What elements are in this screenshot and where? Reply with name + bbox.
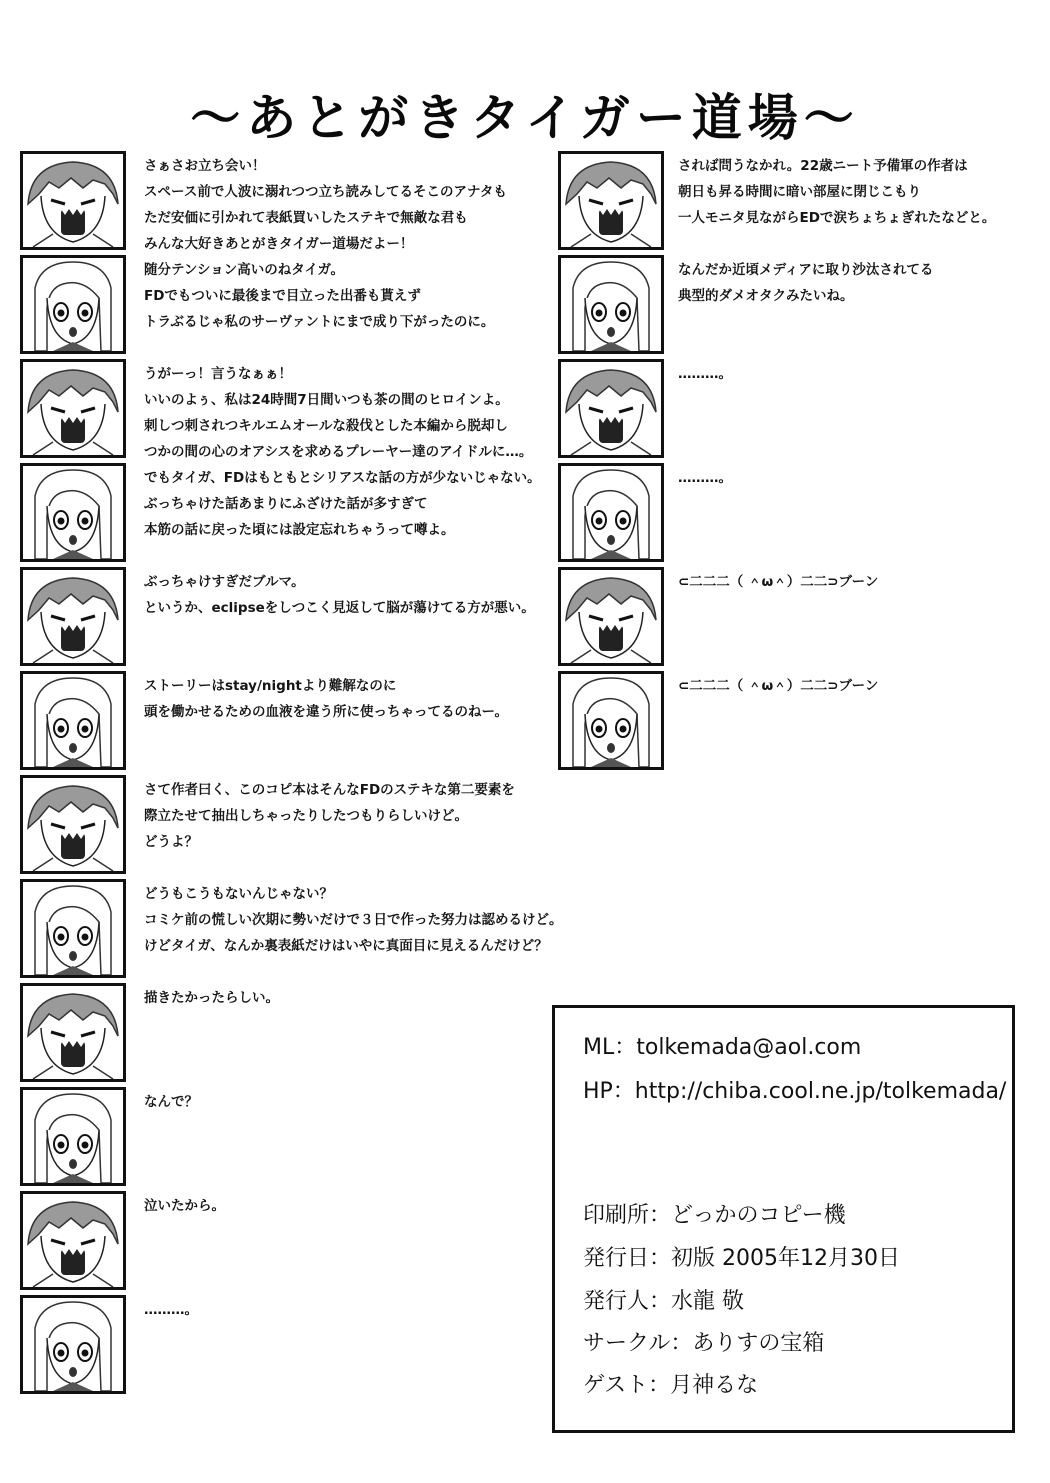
- dialogue-line: されば問うなかれ。22歳ニート予備軍の作者は: [678, 158, 968, 174]
- dialogue-line: ストーリーはstay/nightより難解なのに: [144, 678, 397, 694]
- colophon-email: ML：tolkemada@aol.com: [583, 1035, 862, 1060]
- dialogue-line: 朝日も昇る時間に暗い部屋に閉じこもり: [678, 184, 921, 200]
- dialogue-line: ぶっちゃけた話あまりにふざけた話が多すぎて: [144, 496, 428, 512]
- ilya-portrait: [20, 879, 126, 978]
- dialogue-line: なんだか近頃メディアに取り沙汰されてる: [678, 262, 934, 278]
- dialogue-line: 泣いたから。: [144, 1198, 225, 1214]
- ilya-portrait: [20, 255, 126, 354]
- dialogue-line: 一人モニタ見ながらEDで涙ちょちょぎれたなどと。: [678, 210, 996, 226]
- dialogue-row: [20, 775, 560, 877]
- dialogue-line: どうもこうもないんじゃない？: [144, 886, 333, 902]
- dialogue-line: ………。: [144, 1302, 198, 1318]
- dialogue-row: [20, 1191, 560, 1293]
- dialogue-text: [144, 985, 560, 1011]
- dialogue-text: [144, 673, 560, 725]
- dialogue-row: [558, 151, 1028, 253]
- dialogue-text: [678, 257, 1028, 309]
- dialogue-row: [558, 359, 1028, 461]
- dialogue-row: [20, 255, 560, 357]
- dialogue-line: FDでもついに最後まで目立った出番も貰えず: [144, 288, 421, 304]
- dialogue-text: [144, 153, 560, 257]
- dialogue-line: ………。: [678, 366, 732, 382]
- ilya-portrait: [20, 463, 126, 562]
- colophon-printer: 印刷所：どっかのコピー機: [583, 1203, 846, 1228]
- taiga-portrait: [558, 359, 664, 458]
- dialogue-line: さぁさお立ち会い！: [144, 158, 266, 174]
- dialogue-column-left: [20, 151, 563, 1399]
- dialogue-row: [20, 463, 560, 565]
- dialogue-line: ⊂二二二（ ＾ω＾）二二⊃ブーン: [678, 678, 879, 694]
- colophon-date: 発行日：初版 2005年12月30日: [583, 1246, 900, 1271]
- dialogue-line: ただ安価に引かれて表紙買いしたステキで無敵な君も: [144, 210, 468, 226]
- ilya-portrait: [558, 671, 664, 770]
- dialogue-line: どうよ？: [144, 834, 198, 850]
- dialogue-text: [144, 881, 563, 959]
- dialogue-line: けどタイガ、なんか裏表紙だけはいやに真面目に見えるんだけど？: [144, 938, 548, 954]
- dialogue-text: [144, 1297, 560, 1323]
- taiga-portrait: [20, 775, 126, 874]
- page-title: 〜あとがきタイガー道場〜: [190, 88, 860, 147]
- dialogue-line: さて作者曰く、このコピ本はそんなFDのステキな第二要素を: [144, 782, 515, 798]
- taiga-portrait: [20, 1191, 126, 1290]
- taiga-portrait: [20, 567, 126, 666]
- colophon-circle: サークル：ありすの宝箱: [583, 1331, 825, 1356]
- dialogue-text: [144, 257, 560, 335]
- dialogue-line: でもタイガ、FDはもともとシリアスな話の方が少ないじゃない。: [144, 470, 541, 486]
- ilya-portrait: [20, 1087, 126, 1186]
- dialogue-line: うがーっ！言うなぁぁ！: [144, 366, 292, 382]
- dialogue-row: [20, 983, 560, 1085]
- dialogue-line: 刺しつ刺されつキルエムオールな殺伐とした本編から脱却し: [144, 418, 508, 434]
- taiga-portrait: [558, 151, 664, 250]
- dialogue-row: [558, 567, 1028, 669]
- dialogue-row: [20, 151, 560, 253]
- taiga-portrait: [20, 359, 126, 458]
- dialogue-text: [678, 153, 1028, 231]
- dialogue-row: [20, 671, 560, 773]
- dialogue-line: ………。: [678, 470, 732, 486]
- dialogue-line: 典型的ダメオタクみたいね。: [678, 288, 854, 304]
- dialogue-text: [144, 1193, 560, 1219]
- dialogue-text: [678, 673, 1028, 699]
- dialogue-row: [558, 671, 1028, 773]
- ilya-portrait: [558, 255, 664, 354]
- ilya-portrait: [20, 671, 126, 770]
- dialogue-text: [678, 569, 1028, 595]
- dialogue-line: 随分テンション高いのねタイガ。: [144, 262, 345, 278]
- dialogue-line: みんな大好きあとがきタイガー道場だよー！: [144, 236, 414, 252]
- dialogue-line: ぶっちゃけすぎだブルマ。: [144, 574, 305, 590]
- taiga-portrait: [20, 983, 126, 1082]
- colophon-publisher: 発行人：水龍 敬: [583, 1289, 744, 1314]
- dialogue-text: [678, 361, 1028, 387]
- taiga-portrait: [20, 151, 126, 250]
- dialogue-line: なんで？: [144, 1094, 198, 1110]
- dialogue-column-right: [558, 151, 1028, 775]
- dialogue-line: スペース前で人波に溺れつつ立ち読みしてるそこのアナタも: [144, 184, 507, 200]
- dialogue-line: ⊂二二二（ ＾ω＾）二二⊃ブーン: [678, 574, 879, 590]
- taiga-portrait: [558, 567, 664, 666]
- dialogue-row: [20, 359, 560, 461]
- dialogue-row: [558, 255, 1028, 357]
- dialogue-text: [144, 569, 560, 621]
- colophon-homepage: HP：http://chiba.cool.ne.jp/tolkemada/: [583, 1079, 1007, 1104]
- dialogue-text: [144, 465, 560, 543]
- dialogue-line: コミケ前の慌しい次期に勢いだけで３日で作った努力は認めるけど。: [144, 912, 563, 928]
- dialogue-row: [20, 879, 563, 981]
- dialogue-row: [20, 1295, 560, 1397]
- dialogue-line: トラぶるじゃ私のサーヴァントにまで成り下がったのに。: [144, 314, 495, 330]
- dialogue-text: [144, 1089, 560, 1115]
- dialogue-line: いいのよぅ、私は24時間7日間いつも茶の間のヒロインよ。: [144, 392, 509, 408]
- dialogue-line: というか、eclipseをしつこく見返して脳が蕩けてる方が悪い。: [144, 600, 535, 616]
- dialogue-row: [558, 463, 1028, 565]
- colophon-guest: ゲスト：月神るな: [583, 1373, 759, 1398]
- dialogue-line: 際立たせて抽出しちゃったりしたつもりらしいけど。: [144, 808, 468, 824]
- dialogue-line: 頭を働かせるための血液を違う所に使っちゃってるのねー。: [144, 704, 508, 720]
- dialogue-row: [20, 1087, 560, 1189]
- dialogue-text: [678, 465, 1028, 491]
- ilya-portrait: [558, 463, 664, 562]
- dialogue-line: 本筋の話に戻った頃には設定忘れちゃうって噂よ。: [144, 522, 455, 538]
- dialogue-text: [144, 777, 560, 855]
- dialogue-line: つかの間の心のオアシスを求めるプレーヤー達のアイドルに…。: [144, 444, 533, 460]
- dialogue-line: 描きたかったらしい。: [144, 990, 279, 1006]
- dialogue-row: [20, 567, 560, 669]
- ilya-portrait: [20, 1295, 126, 1394]
- dialogue-text: [144, 361, 560, 465]
- colophon-box: [552, 1005, 1015, 1433]
